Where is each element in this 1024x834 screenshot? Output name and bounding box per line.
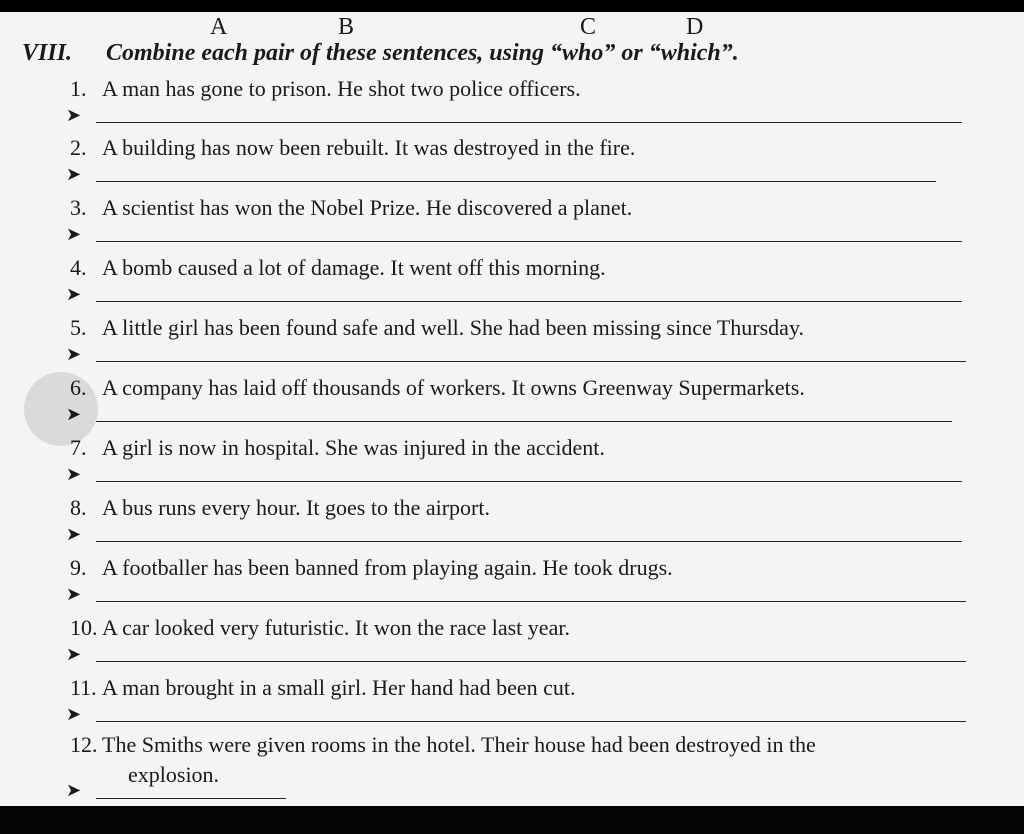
answer-line[interactable]	[96, 541, 962, 542]
answer-line[interactable]	[96, 721, 966, 722]
arrow-icon: ➤	[66, 704, 82, 724]
exercise-item	[0, 135, 1024, 197]
exercise-sentence: 9. A footballer has been banned from playing again. He took drugs.	[70, 555, 673, 580]
exercise-item	[0, 732, 1024, 806]
exercise-sentence: 4. A bomb caused a lot of damage. It went off this morning.	[70, 255, 606, 280]
choice-letter-c: C	[580, 14, 597, 40]
answer-line[interactable]	[96, 798, 286, 799]
answer-line[interactable]	[96, 661, 966, 662]
exercise-sentence: 11. A man brought in a small girl. Her hand had been cut.	[70, 675, 576, 700]
arrow-icon: ➤	[66, 344, 82, 364]
arrow-icon: ➤	[66, 284, 82, 304]
exercise-sentence-continuation: explosion.	[128, 762, 220, 787]
bottom-border	[0, 806, 1024, 834]
choice-letter-b: B	[338, 14, 355, 40]
exercise-sentence: 5. A little girl has been found safe and well. She had been missing since Thursday.	[70, 315, 805, 340]
exercise-sentence: 10. A car looked very futuristic. It won the race last year.	[70, 615, 570, 640]
section-number: VIII.	[22, 40, 73, 66]
exercise-item	[0, 555, 1024, 617]
exercise-sentence: 1. A man has gone to prison. He shot two police officers.	[70, 76, 581, 101]
exercise-item	[0, 375, 1024, 437]
exercise-sentence: 6. A company has laid off thousands of workers. It owns Greenway Supermarkets.	[70, 375, 805, 400]
answer-line[interactable]	[96, 601, 966, 602]
section-heading	[22, 40, 739, 67]
exercise-item	[0, 195, 1024, 257]
exercise-sentence: 8. A bus runs every hour. It goes to the airport.	[70, 495, 490, 520]
arrow-icon: ➤	[66, 780, 82, 800]
answer-line[interactable]	[96, 241, 962, 242]
answer-line[interactable]	[96, 301, 962, 302]
arrow-icon: ➤	[66, 404, 82, 424]
answer-line[interactable]	[96, 122, 962, 123]
exercise-item	[0, 615, 1024, 677]
exercise-sentence: 7. A girl is now in hospital. She was injured in the accident.	[70, 435, 605, 460]
answer-line[interactable]	[96, 181, 936, 182]
arrow-icon: ➤	[66, 644, 82, 664]
exercise-item	[0, 495, 1024, 557]
exercise-item	[0, 76, 1024, 138]
exercise-item	[0, 435, 1024, 497]
choice-letter-a: A	[210, 14, 228, 40]
choice-letter-d: D	[686, 14, 704, 40]
exercise-item	[0, 315, 1024, 377]
answer-line[interactable]	[96, 421, 952, 422]
exercise-item	[0, 255, 1024, 317]
arrow-icon: ➤	[66, 224, 82, 244]
arrow-icon: ➤	[66, 164, 82, 184]
arrow-icon: ➤	[66, 105, 82, 125]
arrow-icon: ➤	[66, 524, 82, 544]
section-instruction: Combine each pair of these sentences, using “who” or “which”.	[106, 40, 739, 66]
exercise-sentence: 12. The Smiths were given rooms in the hotel. Their house had been destroyed in the	[70, 732, 816, 757]
exercise-item	[0, 675, 1024, 737]
answer-line[interactable]	[96, 361, 966, 362]
answer-line[interactable]	[96, 481, 962, 482]
arrow-icon: ➤	[66, 584, 82, 604]
exercise-sentence: 2. A building has now been rebuilt. It was destroyed in the fire.	[70, 135, 636, 160]
exercise-sentence: 3. A scientist has won the Nobel Prize. He discovered a planet.	[70, 195, 633, 220]
worksheet-page	[0, 12, 1024, 806]
arrow-icon: ➤	[66, 464, 82, 484]
